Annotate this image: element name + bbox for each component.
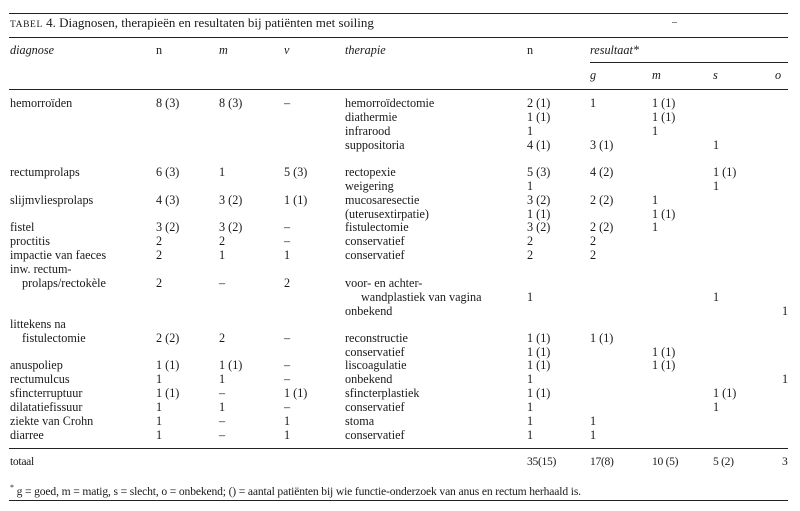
table-row [0, 138, 800, 152]
cell-rm: 1 (1) [652, 96, 676, 110]
header-s: s [713, 68, 718, 82]
stray-mark [672, 22, 677, 23]
cell-v: – [284, 372, 291, 386]
cell-rm: 1 (1) [652, 207, 676, 221]
cell-diag: hemorroïden [10, 96, 73, 110]
cell-n2: 3 (2) [527, 193, 551, 207]
cell-diag: rectumprolaps [10, 165, 80, 179]
cell-diag: slijmvliesprolaps [10, 193, 94, 207]
header-rule [9, 89, 788, 90]
table-row [0, 400, 800, 414]
cell-n2: 1 [527, 179, 534, 193]
table-subheader [0, 68, 800, 82]
cell-s: 1 [713, 179, 720, 193]
cell-o: 1 [782, 304, 789, 318]
cell-n: 1 (1) [156, 386, 180, 400]
cell-v: 2 [284, 276, 291, 290]
cell-ther: liscoagulatie [345, 358, 407, 372]
footnote-text: g = goed, m = matig, s = slecht, o = onbekend; () = aantal patiënten bij wie functie-onderzoek van anus en rectum herhaald is. [16, 484, 581, 498]
cell-n: 1 [156, 372, 163, 386]
cell-n2: 1 (1) [527, 331, 551, 345]
cell-m: 3 (2) [219, 193, 243, 207]
table-row [0, 345, 800, 359]
cell-v: – [284, 358, 291, 372]
cell-n2: 4 (1) [527, 138, 551, 152]
cell-g: 4 (2) [590, 165, 614, 179]
cell-g: 3 (1) [590, 138, 614, 152]
cell-v: 1 [284, 414, 291, 428]
cell-ther: suppositoria [345, 138, 405, 152]
cell-n2: 1 (1) [527, 110, 551, 124]
totals-rule [9, 448, 788, 449]
cell-n: 4 (3) [156, 193, 180, 207]
cell-s: 1 (1) [713, 386, 737, 400]
cell-n2: 1 (1) [527, 207, 551, 221]
cell-n: 2 (2) [156, 331, 180, 345]
table-row [0, 110, 800, 124]
cell-ther: stoma [345, 414, 375, 428]
cell-m: 8 (3) [219, 96, 243, 110]
cell-n2: 1 [527, 414, 534, 428]
cell-ther: conservatief [345, 428, 405, 442]
cell-n2: 2 [527, 234, 534, 248]
cell-n: 1 [156, 400, 163, 414]
cell-v: – [284, 234, 291, 248]
header-diagnose: diagnose [10, 43, 55, 57]
cell-g: 1 [590, 414, 597, 428]
totals-o: 3 [782, 455, 788, 468]
cell-s: 1 [713, 138, 720, 152]
header-n-therapy: n [527, 43, 534, 57]
caption-label: TABEL [10, 20, 43, 30]
cell-ther: conservatief [345, 234, 405, 248]
cell-v: 1 [284, 428, 291, 442]
cell-g: 1 [590, 428, 597, 442]
totals-n: 35(15) [527, 455, 557, 468]
cell-ther: rectopexie [345, 165, 396, 179]
cell-m: 1 [219, 400, 226, 414]
table-row [0, 428, 800, 442]
cell-ther: conservatief [345, 345, 405, 359]
caption-rule [9, 37, 788, 38]
cell-v: – [284, 331, 291, 345]
cell-n2: 1 [527, 124, 534, 138]
totals-s: 5 (2) [713, 455, 734, 468]
cell-ther: sfincterplastiek [345, 386, 420, 400]
cell-ther: fistulectomie [345, 220, 409, 234]
cell-v: – [284, 400, 291, 414]
table-row [0, 234, 800, 248]
table-row [0, 165, 800, 179]
table-row [0, 304, 800, 318]
table-header [0, 43, 800, 57]
top-rule [9, 13, 788, 14]
cell-v: – [284, 220, 291, 234]
cell-o: 1 [782, 372, 789, 386]
cell-ther: infrarood [345, 124, 391, 138]
cell-diag: fistulectomie [22, 331, 86, 345]
footnote-mark: * [10, 483, 14, 492]
cell-v: 1 [284, 248, 291, 262]
cell-g: 2 (2) [590, 193, 614, 207]
cell-s: 1 [713, 290, 720, 304]
cell-diag: fistel [10, 220, 35, 234]
cell-diag: prolaps/rectokèle [22, 276, 106, 290]
table-row [0, 96, 800, 110]
cell-rm: 1 (1) [652, 358, 676, 372]
cell-s: 1 [713, 400, 720, 414]
cell-m: 1 [219, 372, 226, 386]
cell-m: – [219, 414, 226, 428]
cell-m: 1 [219, 165, 226, 179]
cell-n2: 3 (2) [527, 220, 551, 234]
cell-diag: diarree [10, 428, 44, 442]
cell-m: 1 [219, 248, 226, 262]
table-row [0, 331, 800, 345]
footnote [10, 481, 581, 499]
cell-rm: 1 [652, 220, 659, 234]
cell-n2: 1 (1) [527, 345, 551, 359]
cell-g: 1 [590, 96, 597, 110]
cell-ther: conservatief [345, 400, 405, 414]
cell-diag: dilatatiefissuur [10, 400, 83, 414]
cell-g: 2 [590, 248, 597, 262]
cell-m: 1 (1) [219, 358, 243, 372]
cell-s: 1 (1) [713, 165, 737, 179]
table-row [0, 179, 800, 193]
cell-v: – [284, 96, 291, 110]
table-caption [10, 16, 374, 32]
cell-diag: littekens na [10, 317, 66, 331]
cell-n2: 2 [527, 248, 534, 262]
table-row [0, 124, 800, 138]
table-row [0, 220, 800, 234]
table-row [0, 317, 800, 331]
table-row [0, 193, 800, 207]
cell-ther: diathermie [345, 110, 398, 124]
header-v: v [284, 43, 290, 57]
header-therapie: therapie [345, 43, 386, 57]
header-resultaat: resultaat* [590, 43, 639, 57]
cell-n: 2 [156, 234, 163, 248]
cell-n: 6 (3) [156, 165, 180, 179]
cell-n2: 1 [527, 372, 534, 386]
cell-rm: 1 [652, 193, 659, 207]
cell-n2: 1 (1) [527, 358, 551, 372]
cell-n2: 1 [527, 290, 534, 304]
cell-diag: impactie van faeces [10, 248, 107, 262]
cell-n2: 1 [527, 400, 534, 414]
header-o: o [775, 68, 782, 82]
cell-n: 8 (3) [156, 96, 180, 110]
cell-diag: ziekte van Crohn [10, 414, 94, 428]
cell-n: 1 [156, 428, 163, 442]
cell-m: – [219, 276, 226, 290]
totals-m: 10 (5) [652, 455, 679, 468]
cell-ther: voor- en achter- [345, 276, 423, 290]
cell-n2: 1 [527, 428, 534, 442]
table-row [0, 386, 800, 400]
table-row [0, 207, 800, 221]
header-g: g [590, 68, 597, 82]
cell-m: 3 (2) [219, 220, 243, 234]
caption-number: 4. [46, 15, 56, 30]
table-row [0, 358, 800, 372]
table-row [0, 248, 800, 262]
cell-g: 2 (2) [590, 220, 614, 234]
cell-diag: inw. rectum- [10, 262, 72, 276]
bottom-rule [9, 500, 788, 501]
caption-title: Diagnosen, therapieën en resultaten bij patiënten met soiling [59, 15, 374, 30]
cell-diag: anuspoliep [10, 358, 63, 372]
cell-m: – [219, 386, 226, 400]
table-row [0, 290, 800, 304]
header-n: n [156, 43, 163, 57]
cell-v: 1 (1) [284, 386, 308, 400]
cell-v: 5 (3) [284, 165, 308, 179]
cell-ther: reconstructie [345, 331, 408, 345]
cell-ther: wandplastiek van vagina [361, 290, 482, 304]
cell-ther: (uterusextirpatie) [345, 207, 429, 221]
cell-rm: 1 (1) [652, 110, 676, 124]
resultaat-subheader-rule [590, 62, 788, 63]
cell-g: 1 (1) [590, 331, 614, 345]
cell-ther: mucosaresectie [345, 193, 420, 207]
cell-v: 1 (1) [284, 193, 308, 207]
header-result-m: m [652, 68, 661, 82]
cell-ther: onbekend [345, 304, 393, 318]
cell-n: 2 [156, 276, 163, 290]
totals-g: 17(8) [590, 455, 614, 468]
cell-rm: 1 [652, 124, 659, 138]
table-row [0, 372, 800, 386]
cell-rm: 1 (1) [652, 345, 676, 359]
cell-n2: 1 (1) [527, 386, 551, 400]
table-row [0, 262, 800, 276]
cell-g: 2 [590, 234, 597, 248]
cell-ther: hemorroïdectomie [345, 96, 435, 110]
cell-ther: onbekend [345, 372, 393, 386]
cell-m: – [219, 428, 226, 442]
table-row [0, 276, 800, 290]
cell-diag: rectumulcus [10, 372, 70, 386]
cell-n: 1 [156, 414, 163, 428]
cell-m: 2 [219, 234, 226, 248]
cell-ther: weigering [345, 179, 394, 193]
cell-diag: sfincterruptuur [10, 386, 83, 400]
totals-row [0, 455, 800, 469]
cell-n: 1 (1) [156, 358, 180, 372]
cell-diag: proctitis [10, 234, 50, 248]
cell-n: 3 (2) [156, 220, 180, 234]
cell-n: 2 [156, 248, 163, 262]
cell-n2: 5 (3) [527, 165, 551, 179]
cell-m: 2 [219, 331, 226, 345]
cell-ther: conservatief [345, 248, 405, 262]
table-row [0, 414, 800, 428]
header-m: m [219, 43, 228, 57]
totals-label: totaal [10, 455, 34, 468]
cell-n2: 2 (1) [527, 96, 551, 110]
